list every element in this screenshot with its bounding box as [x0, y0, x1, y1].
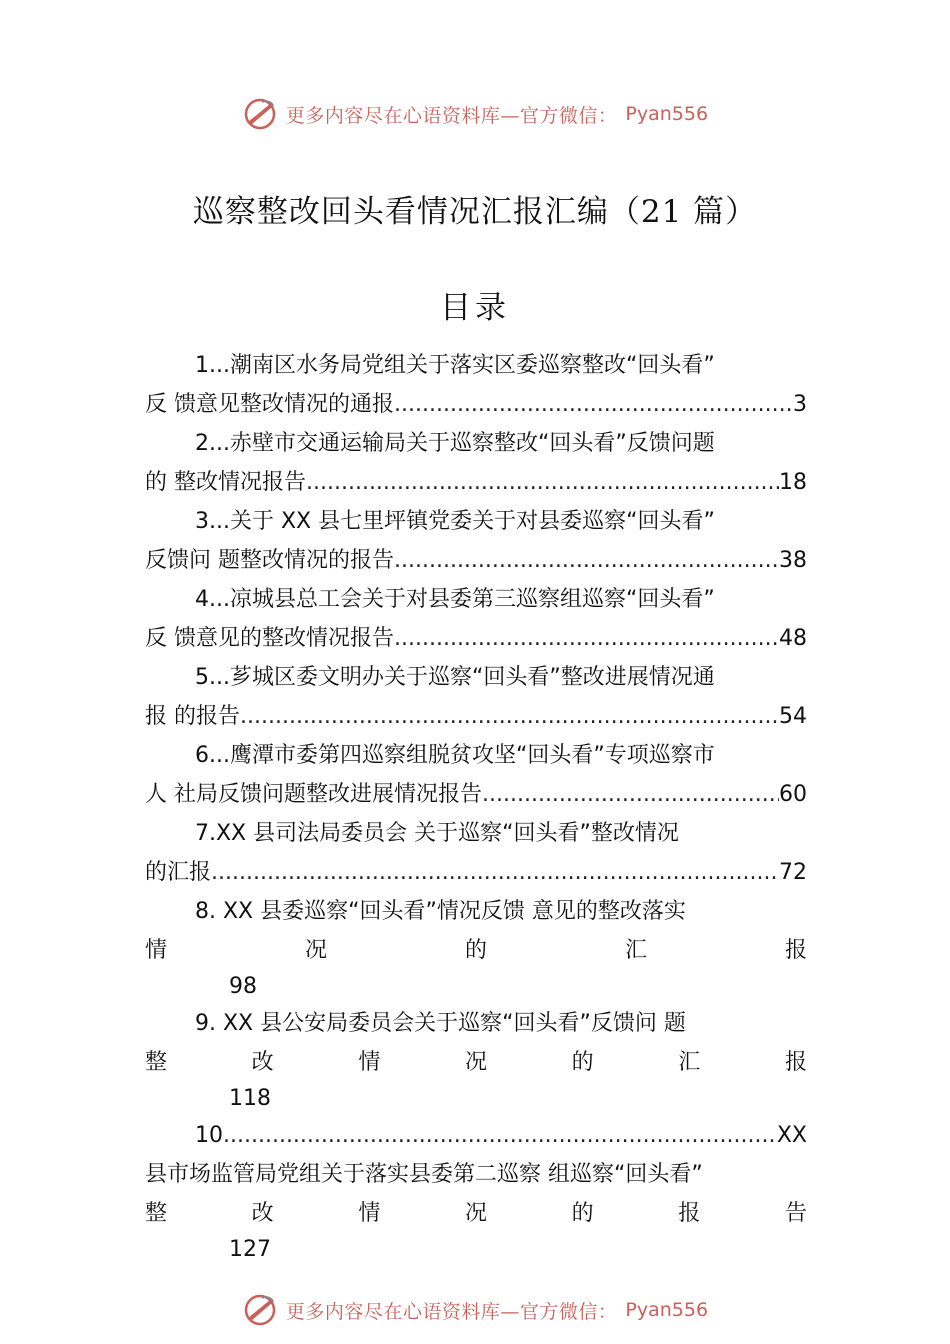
toc-entry-5-line2[interactable] [145, 697, 807, 736]
toc-page-number: 48 [779, 626, 807, 651]
toc-leader-dots [394, 385, 793, 424]
table-of-contents [145, 346, 807, 1267]
toc-char: 报 [784, 938, 807, 963]
toc-page-number: 54 [779, 704, 807, 729]
banner-id: Pyan556 [625, 103, 709, 125]
toc-page-number: 3 [793, 392, 807, 417]
toc-char: 情 [358, 1201, 381, 1226]
toc-entry-3-line1[interactable]: 3...关于 XX 县七里坪镇党委关于对县委巡察“回头看” [195, 509, 715, 534]
toc-entry-1-line1[interactable]: 1...潮南区水务局党组关于落实区委巡察整改“回头看” [195, 353, 715, 378]
toc-entry-9-line2[interactable] [145, 1043, 807, 1082]
toc-entry-text: 报 的报告 [145, 704, 240, 729]
header-banner [0, 94, 950, 134]
toc-char: 报 [784, 1050, 807, 1075]
toc-entry-10-tail: XX [776, 1123, 807, 1148]
logo-icon [242, 96, 278, 132]
toc-leader-dots [223, 1116, 777, 1155]
toc-entry-10-line2[interactable]: 县市场监管局党组关于落实县委第二巡察 组巡察“回头看” [145, 1162, 703, 1187]
toc-char: 的 [464, 938, 487, 963]
toc-char: 情 [145, 938, 168, 963]
toc-entries [145, 346, 807, 892]
banner-text: 更多内容尽在心语资料库—官方微信： [285, 1300, 618, 1323]
toc-entry-4-line2[interactable] [145, 619, 807, 658]
footer-banner [0, 1290, 950, 1330]
toc-entry-text: 的汇报 [145, 860, 212, 885]
toc-entry-4-line1[interactable]: 4...凉城县总工会关于对县委第三巡察组巡察“回头看” [195, 587, 715, 612]
toc-char: 况 [464, 1201, 487, 1226]
toc-entry-text: 人 社局反馈问题整改进展情况报告 [145, 782, 482, 807]
toc-char: 整 [145, 1201, 168, 1226]
toc-char: 的 [571, 1201, 594, 1226]
toc-char: 情 [358, 1050, 381, 1075]
toc-entry-2-line1[interactable]: 2...赤壁市交通运输局关于巡察整改“回头看”反馈问题 [195, 431, 715, 456]
toc-page-number: 72 [779, 860, 807, 885]
toc-entry-6-line2[interactable] [145, 775, 807, 814]
toc-page-number: 38 [779, 548, 807, 573]
toc-char: 告 [784, 1201, 807, 1226]
toc-entry-7-line1[interactable]: 7.XX 县司法局委员会 关于巡察“回头看”整改情况 [195, 821, 679, 846]
toc-char: 报 [678, 1201, 701, 1226]
toc-char: 况 [464, 1050, 487, 1075]
document-title: 巡察整改回头看情况汇报汇编（21 篇） [192, 194, 758, 230]
toc-entry-9-page[interactable]: 118 [229, 1086, 271, 1111]
toc-leader-dots [482, 775, 779, 814]
toc-entry-8-line2[interactable] [145, 931, 807, 970]
toc-leader-dots [240, 697, 779, 736]
toc-entry-7-line2[interactable] [145, 853, 807, 892]
toc-leader-dots [394, 619, 779, 658]
toc-entry-8-page[interactable]: 98 [229, 974, 257, 999]
toc-entry-10-page[interactable]: 127 [229, 1237, 271, 1262]
toc-entry-text: 的 整改情况报告 [145, 470, 306, 495]
toc-entry-5-line1[interactable]: 5...芗城区委文明办关于巡察“回头看”整改进展情况通 [195, 665, 715, 690]
toc-entry-1-line2[interactable] [145, 385, 807, 424]
toc-entry-9-line1[interactable]: 9. XX 县公安局委员会关于巡察“回头看”反馈问 题 [195, 1011, 686, 1036]
toc-char: 汇 [678, 1050, 701, 1075]
toc-page-number: 18 [779, 470, 807, 495]
toc-entry-text: 反 馈意见整改情况的通报 [145, 392, 394, 417]
toc-entry-3-line2[interactable] [145, 541, 807, 580]
banner-text: 更多内容尽在心语资料库—官方微信： [285, 104, 618, 127]
toc-char: 改 [251, 1201, 274, 1226]
toc-leader-dots [211, 853, 779, 892]
toc-char: 的 [571, 1050, 594, 1075]
logo-icon [242, 1292, 278, 1328]
toc-entry-text: 反 馈意见的整改情况报告 [145, 626, 394, 651]
toc-entry-6-line1[interactable]: 6...鹰潭市委第四巡察组脱贫攻坚“回头看”专项巡察市 [195, 743, 715, 768]
toc-entry-text: 反馈问 题整改情况的报告 [145, 548, 394, 573]
toc-char: 汇 [624, 938, 647, 963]
banner-id: Pyan556 [625, 1299, 709, 1321]
toc-leader-dots [306, 463, 779, 502]
toc-char: 况 [304, 938, 327, 963]
toc-entry-10-line3[interactable] [145, 1194, 807, 1233]
toc-char: 改 [251, 1050, 274, 1075]
toc-entry-10-num: 10 [195, 1123, 223, 1148]
toc-entry-10-line1[interactable] [145, 1116, 807, 1155]
toc-leader-dots [394, 541, 779, 580]
toc-page-number: 60 [779, 782, 807, 807]
toc-entry-8-line1[interactable]: 8. XX 县委巡察“回头看”情况反馈 意见的整改落实 [195, 899, 686, 924]
toc-char: 整 [145, 1050, 168, 1075]
toc-heading: 目录 [440, 290, 510, 326]
toc-entry-2-line2[interactable] [145, 463, 807, 502]
